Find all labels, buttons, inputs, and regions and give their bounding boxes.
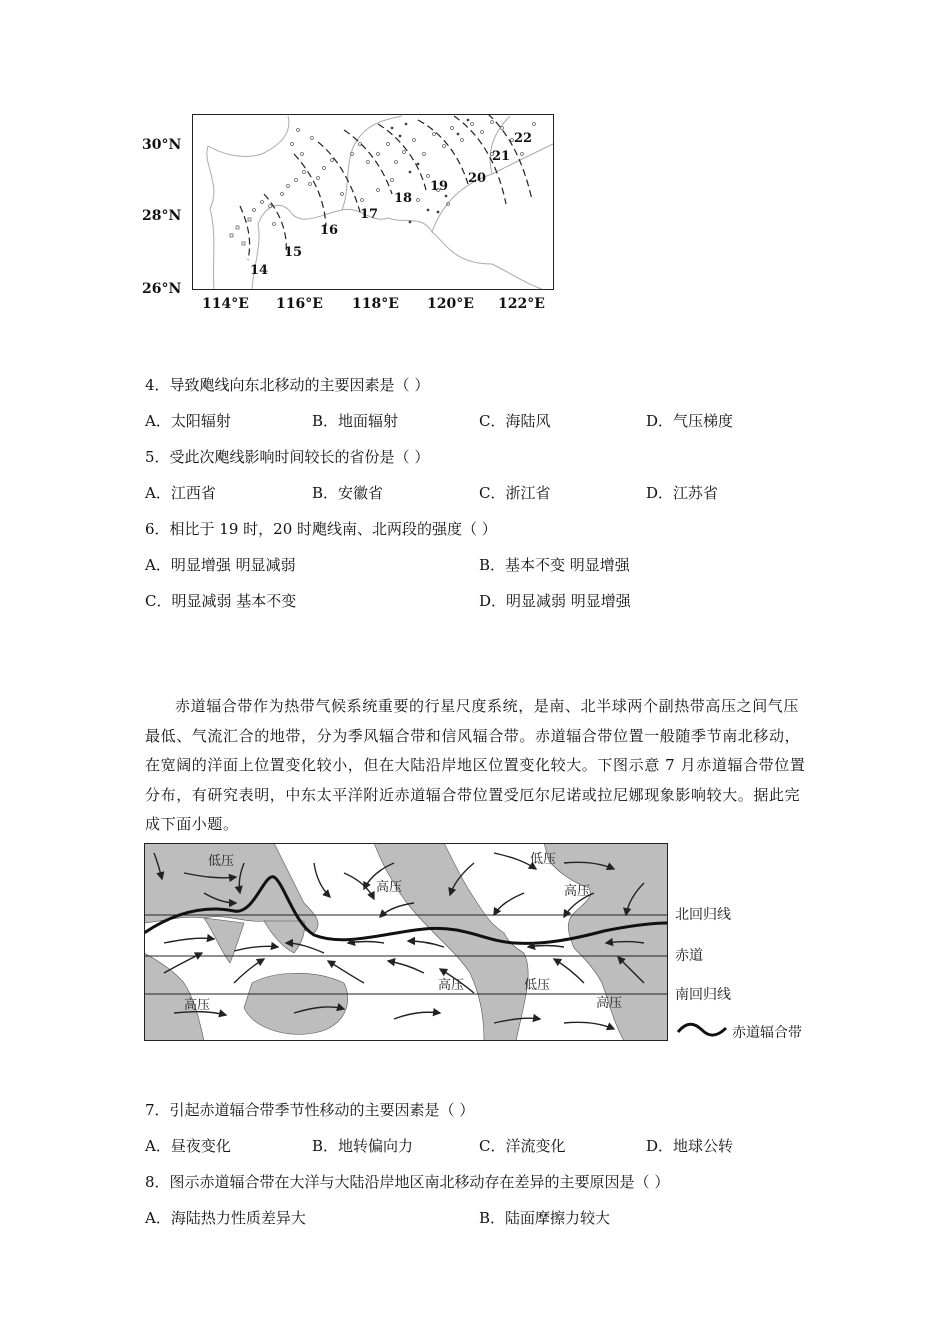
option-d[interactable]: D．江苏省 <box>646 484 719 502</box>
option-b[interactable]: B．地面辐射 <box>312 412 399 430</box>
option-a[interactable]: A．明显增强 明显减弱 <box>145 556 296 574</box>
itcz-legend-label: 赤道辐合带 <box>732 1025 802 1041</box>
squall-line-number: 18 <box>394 191 413 206</box>
pressure-label-high: 高压 <box>184 998 211 1013</box>
squall-line-map-frame <box>192 114 554 290</box>
tropic-of-capricorn-label: 南回归线 <box>675 987 731 1003</box>
equator-label: 赤道 <box>675 948 703 964</box>
option-c[interactable]: C．浙江省 <box>479 484 551 502</box>
pressure-label-high: 高压 <box>564 884 591 899</box>
squall-line-number: 22 <box>514 131 533 146</box>
lon-label: 116°E <box>276 296 323 312</box>
itcz-legend-icon <box>676 1020 728 1040</box>
question-stem: 8．图示赤道辐合带在大洋与大陆沿岸地区南北移动存在差异的主要原因是（ ） <box>145 1173 670 1191</box>
lat-label: 30°N <box>142 137 182 153</box>
option-a[interactable]: A．昼夜变化 <box>145 1137 231 1155</box>
lon-label: 122°E <box>498 296 545 312</box>
squall-line-number: 20 <box>468 171 487 186</box>
pressure-label-high: 高压 <box>596 996 623 1011</box>
squall-line-number: 17 <box>360 207 379 222</box>
option-d[interactable]: D．明显减弱 明显增强 <box>479 592 631 610</box>
option-a[interactable]: A．海陆热力性质差异大 <box>145 1209 306 1227</box>
option-a[interactable]: A．江西省 <box>145 484 216 502</box>
squall-line-number: 19 <box>430 179 449 194</box>
question-stem: 7．引起赤道辐合带季节性移动的主要因素是（ ） <box>145 1101 475 1119</box>
pressure-label-high: 高压 <box>438 978 465 993</box>
option-c[interactable]: C．海陆风 <box>479 412 551 430</box>
option-d[interactable]: D．地球公转 <box>646 1137 734 1155</box>
squall-line-number: 15 <box>284 245 303 260</box>
lon-label: 118°E <box>352 296 399 312</box>
option-c[interactable]: C．明显减弱 基本不变 <box>145 592 297 610</box>
option-b[interactable]: B．安徽省 <box>312 484 384 502</box>
question-stem: 5．受此次飑线影响时间较长的省份是（ ） <box>145 448 430 466</box>
question-stem: 4．导致飑线向东北移动的主要因素是（ ） <box>145 376 430 394</box>
lon-label: 114°E <box>202 296 249 312</box>
squall-line-number: 21 <box>492 149 511 164</box>
option-b[interactable]: B．地转偏向力 <box>312 1137 414 1155</box>
option-b[interactable]: B．基本不变 明显增强 <box>479 556 630 574</box>
tropic-of-cancer-label: 北回归线 <box>675 907 731 923</box>
squall-line-number: 14 <box>250 263 269 278</box>
pressure-label-low: 低压 <box>208 854 235 869</box>
option-d[interactable]: D．气压梯度 <box>646 412 734 430</box>
lat-label: 28°N <box>142 208 182 224</box>
question-stem: 6．相比于 19 时，20 时飑线南、北两段的强度（ ） <box>145 520 497 538</box>
option-b[interactable]: B．陆面摩擦力较大 <box>479 1209 611 1227</box>
lat-label: 26°N <box>142 281 182 297</box>
lon-label: 120°E <box>427 296 474 312</box>
passage-text: 赤道辐合带作为热带气候系统重要的行星尺度系统，是南、北半球两个副热带高压之间气压最低、气流汇合的地带，分为季风辐合带和信风辐合带。赤道辐合带位置一般随季节南北移动，在宽阔的洋面上位置变化较小，但在大陆沿岸地区位置变化较大。下图示意 7 月赤道辐合带位置分布，有研究表明，中东太平洋附近赤道辐合带位置受厄尔尼诺或拉尼娜现象影响较大。据此完成下面小题。 <box>145 697 806 833</box>
pressure-label-high: 高压 <box>376 880 403 895</box>
squall-line-number: 16 <box>320 223 339 238</box>
option-a[interactable]: A．太阳辐射 <box>145 412 231 430</box>
option-c[interactable]: C．洋流变化 <box>479 1137 566 1155</box>
pressure-label-low: 低压 <box>530 852 557 867</box>
reading-passage <box>145 692 807 840</box>
pressure-label-low: 低压 <box>524 978 551 993</box>
itcz-map-frame <box>144 843 668 1041</box>
